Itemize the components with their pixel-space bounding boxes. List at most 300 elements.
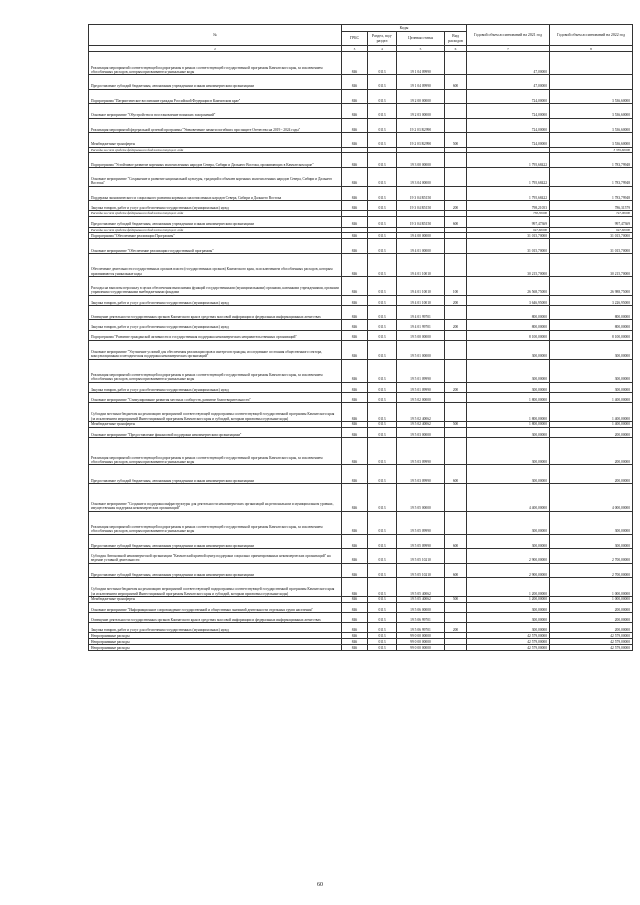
row-section: 0113 <box>368 239 397 254</box>
row-section: 0113 <box>368 233 397 239</box>
row-grbs: 846 <box>342 392 368 402</box>
row-grbs: 846 <box>342 201 368 211</box>
row-volume-2022: 200,00000 <box>550 427 633 437</box>
row-volume-2021: 42 579,00000 <box>467 633 550 639</box>
table-row <box>89 340 633 359</box>
row-section: 0113 <box>368 253 397 276</box>
row-target-article: 19 4 01 10010 <box>397 295 445 305</box>
row-target-article: 19 5 03 09990 <box>397 465 445 484</box>
row-grbs: 846 <box>342 359 368 382</box>
row-volume-2022 <box>550 75 633 90</box>
row-volume-2022: 2 700,00000 <box>550 563 633 578</box>
row-section: 0113 <box>368 596 397 602</box>
row-section: 0113 <box>368 186 397 201</box>
page-number: 60 <box>317 882 323 888</box>
row-target-article: 19 3 00 00000 <box>397 153 445 168</box>
row-volume-2021: 30 215,70000 <box>467 253 550 276</box>
row-expense-type <box>445 330 467 340</box>
row-grbs: 846 <box>342 233 368 239</box>
row-expense-type <box>445 239 467 254</box>
row-target-article: 19 3 04 R5150 <box>397 201 445 211</box>
row-volume-2022: 1 783,79948 <box>550 167 633 186</box>
table-row <box>89 549 633 564</box>
row-section: 0113 <box>368 437 397 464</box>
row-grbs: 846 <box>342 437 368 464</box>
row-volume-2022: 947,60000 <box>550 227 633 233</box>
row-volume-2022: 3 359,60000 <box>550 147 633 153</box>
row-name: Непрограммные расходы <box>89 639 342 645</box>
row-grbs: 846 <box>342 645 368 651</box>
header-index: 2 <box>89 46 342 52</box>
row-section: 0113 <box>368 330 397 340</box>
row-expense-type <box>445 89 467 104</box>
table-row <box>89 186 633 201</box>
row-section: 0113 <box>368 465 397 484</box>
row-target-article: 19 3 04 00000 <box>397 167 445 186</box>
table-row <box>89 320 633 330</box>
row-name: Подпрограмма "Патриотическое воспитание граждан Российской Федерации в Камчатском крае" <box>89 89 342 104</box>
row-volume-2022: 1 400,00000 <box>550 421 633 427</box>
row-target-article: 19 5 05 10210 <box>397 563 445 578</box>
row-grbs: 846 <box>342 382 368 392</box>
row-target-article: 99 0 00 00000 <box>397 633 445 639</box>
row-name: Субсидии местным бюджетам на реализацию мероприятий соответствующей подпрограммы соответствующей государственной программы Камчатского края (за исключением мероприятий Инвестиционной программы Камчатского края и субсидий, которым присвоены отдельные коды) <box>89 578 342 597</box>
row-volume-2022: 800,00000 <box>550 320 633 330</box>
row-expense-type: 200 <box>445 623 467 633</box>
row-volume-2022: 300,00000 <box>550 382 633 392</box>
row-volume-2021: 1 795,68422 <box>467 167 550 186</box>
row-volume-2021: 1 200,00000 <box>467 578 550 597</box>
header-index: 4 <box>368 46 397 52</box>
row-expense-type: 100 <box>445 276 467 295</box>
row-grbs: 846 <box>342 602 368 612</box>
row-volume-2022: 42 579,00000 <box>550 645 633 651</box>
row-volume-2022: 30 215,70000 <box>550 253 633 276</box>
table-row <box>89 427 633 437</box>
table-row <box>89 75 633 90</box>
row-grbs: 846 <box>342 305 368 320</box>
row-grbs: 846 <box>342 104 368 119</box>
row-name: Межбюджетные трансферты <box>89 421 342 427</box>
header-number: № <box>89 25 342 46</box>
row-volume-2022: 1 783,79948 <box>550 186 633 201</box>
row-name: Обеспечение деятельности государственных органов власти (государственных органов) Камчатского края, за исключением обособленных расходов, которым присваиваются уникальные коды <box>89 253 342 276</box>
row-volume-2022: 300,00000 <box>550 511 633 534</box>
row-grbs: 846 <box>342 330 368 340</box>
row-section: 0113 <box>368 578 397 597</box>
row-name: Расходы за счет средств федерального бюджета текущего года <box>89 227 342 233</box>
row-volume-2022: 300,00000 <box>550 340 633 359</box>
row-name: Предоставление субсидий бюджетным, автономным учреждениям и иным некоммерческим организациям <box>89 217 342 227</box>
row-section: 0113 <box>368 340 397 359</box>
header-target-article: Целевая статья <box>397 32 445 46</box>
row-name: Реализация мероприятий федеральной целевой программы "Увековечение памяти погибших при защите Отечества на 2019 - 2024 годы" <box>89 118 342 133</box>
row-volume-2021: 1 800,00000 <box>467 421 550 427</box>
row-target-article: 19 5 06 99701 <box>397 623 445 633</box>
header-index: 8 <box>550 46 633 52</box>
row-target-article: 19 3 04 R5150 <box>397 186 445 201</box>
row-grbs: 846 <box>342 633 368 639</box>
row-grbs: 846 <box>342 295 368 305</box>
row-name: Расходы на выплаты персоналу в целях обеспечения выполнения функций государственными (муниципальными) органами, казенными учреждениями, органами управления государственными внебюджетными фондами <box>89 276 342 295</box>
row-target-article: 19 5 02 00000 <box>397 392 445 402</box>
row-section: 0113 <box>368 305 397 320</box>
row-name: Закупка товаров, работ и услуг для обеспечения государственных (муниципальных) нужд <box>89 382 342 392</box>
row-expense-type: 600 <box>445 534 467 549</box>
row-name: Основное мероприятие "Создание и поддержка инфраструктуры для деятельности некоммерческих организаций на региональном и муниципальном уровнях, имущественная поддержка некоммерческих организаций" <box>89 484 342 511</box>
row-target-article: 19 5 03 09990 <box>397 437 445 464</box>
row-target-article: 19 5 02 40062 <box>397 421 445 427</box>
row-expense-type <box>445 511 467 534</box>
row-name: Непрограммные расходы <box>89 633 342 639</box>
row-section: 0113 <box>368 89 397 104</box>
row-name: Непрограммные расходы <box>89 645 342 651</box>
row-section: 0113 <box>368 118 397 133</box>
row-grbs: 846 <box>342 549 368 564</box>
row-name: Освещение деятельности государственных органов Камчатского края в средствах массовой информации и федеральных информационных агентствах <box>89 305 342 320</box>
row-volume-2021: 31 015,70000 <box>467 233 550 239</box>
row-volume-2021: 1 795,68422 <box>467 186 550 201</box>
row-volume-2022: 300,00000 <box>550 534 633 549</box>
row-target-article: 19 4 01 00000 <box>397 239 445 254</box>
row-section: 0113 <box>368 295 397 305</box>
row-section: 0113 <box>368 403 397 422</box>
row-target-article: 19 5 03 00000 <box>397 427 445 437</box>
row-volume-2021: 300,00000 <box>467 340 550 359</box>
row-target-article: 19 5 05 09990 <box>397 511 445 534</box>
row-volume-2021: 300,00000 <box>467 623 550 633</box>
row-grbs: 846 <box>342 578 368 597</box>
row-expense-type <box>445 153 467 168</box>
row-grbs: 846 <box>342 465 368 484</box>
row-target-article: 19 5 05 40062 <box>397 596 445 602</box>
table-row <box>89 645 633 651</box>
row-volume-2021: 31 015,70000 <box>467 239 550 254</box>
table-row <box>89 167 633 186</box>
row-target-article: 19 2 03 00000 <box>397 104 445 119</box>
row-section: 0113 <box>368 104 397 119</box>
row-volume-2021: 8 100,00000 <box>467 330 550 340</box>
table-row <box>89 52 633 75</box>
row-section: 0113 <box>368 276 397 295</box>
row-volume-2021: 724,00000 <box>467 104 550 119</box>
row-target-article: 19 5 05 00000 <box>397 484 445 511</box>
row-name: Подпрограмма "Развитие гражданской активности и государственная поддержка некоммерческих неправительственных организаций" <box>89 330 342 340</box>
row-volume-2021: 300,00000 <box>467 427 550 437</box>
row-name: Основное мероприятие "Предоставление финансовой поддержки некоммерческим организациям" <box>89 427 342 437</box>
row-volume-2022: 26 988,75000 <box>550 276 633 295</box>
row-grbs: 846 <box>342 484 368 511</box>
row-volume-2022: 1 400,00000 <box>550 403 633 422</box>
table-row <box>89 382 633 392</box>
row-expense-type: 600 <box>445 75 467 90</box>
row-grbs: 846 <box>342 167 368 186</box>
row-grbs: 846 <box>342 623 368 633</box>
row-expense-type <box>445 578 467 597</box>
row-section: 0113 <box>368 534 397 549</box>
row-target-article: 19 5 01 09990 <box>397 382 445 392</box>
row-volume-2022: 800,00000 <box>550 305 633 320</box>
row-section: 0113 <box>368 320 397 330</box>
row-expense-type <box>445 253 467 276</box>
row-section: 0113 <box>368 511 397 534</box>
row-volume-2022: 4 000,00000 <box>550 484 633 511</box>
row-section: 0113 <box>368 612 397 622</box>
row-section: 0113 <box>368 602 397 612</box>
row-grbs: 846 <box>342 320 368 330</box>
row-volume-2022: 1 400,00000 <box>550 392 633 402</box>
row-section: 0113 <box>368 645 397 651</box>
header-expense-type: Вид расходов <box>445 32 467 46</box>
row-target-article: 19 5 06 99701 <box>397 612 445 622</box>
row-section: 0113 <box>368 359 397 382</box>
row-section: 0113 <box>368 382 397 392</box>
row-volume-2021: 300,00000 <box>467 437 550 464</box>
row-expense-type: 600 <box>445 217 467 227</box>
row-section: 0113 <box>368 623 397 633</box>
row-target-article: 19 4 01 99701 <box>397 320 445 330</box>
row-target-article: 19 5 02 40062 <box>397 403 445 422</box>
row-grbs: 846 <box>342 421 368 427</box>
row-grbs: 846 <box>342 340 368 359</box>
row-expense-type <box>445 104 467 119</box>
row-volume-2021: 798,21053 <box>467 201 550 211</box>
row-grbs: 846 <box>342 563 368 578</box>
row-target-article: 19 5 05 40062 <box>397 578 445 597</box>
row-expense-type <box>445 602 467 612</box>
row-volume-2021: 800,00000 <box>467 305 550 320</box>
row-volume-2021: 42 579,00000 <box>467 639 550 645</box>
row-expense-type <box>445 359 467 382</box>
row-name: Расходы за счет средств федерального бюджета текущего года <box>89 147 342 153</box>
row-name: Закупка товаров, работ и услуг для обеспечения государственных (муниципальных) нужд <box>89 320 342 330</box>
row-volume-2021: 1 795,68422 <box>467 153 550 168</box>
row-expense-type <box>445 340 467 359</box>
row-expense-type <box>445 167 467 186</box>
row-volume-2021: 42 579,00000 <box>467 645 550 651</box>
row-volume-2021: 1 800,00000 <box>467 403 550 422</box>
table-row <box>89 104 633 119</box>
row-section: 0113 <box>368 549 397 564</box>
row-section: 0113 <box>368 75 397 90</box>
table-row <box>89 465 633 484</box>
header-volume-2022: Годовой объем ассигнований на 2022 год <box>550 25 633 46</box>
row-expense-type <box>445 484 467 511</box>
row-volume-2022: 200,00000 <box>550 623 633 633</box>
row-volume-2021: 3 646,95000 <box>467 295 550 305</box>
header-codes: Коды <box>342 25 467 32</box>
table-row <box>89 612 633 622</box>
row-grbs: 846 <box>342 276 368 295</box>
row-name: Предоставление субсидий бюджетным, автономным учреждениям и иным некоммерческим организациям <box>89 75 342 90</box>
table-row <box>89 484 633 511</box>
row-volume-2022: 1 783,79948 <box>550 153 633 168</box>
row-expense-type <box>445 403 467 422</box>
row-volume-2021: 300,00000 <box>467 359 550 382</box>
row-expense-type <box>445 612 467 622</box>
row-name: Предоставление субсидий бюджетным, автономным учреждениям и иным некоммерческим организациям <box>89 534 342 549</box>
row-volume-2021: 47,00000 <box>467 52 550 75</box>
row-volume-2022: 8 100,00000 <box>550 330 633 340</box>
row-expense-type <box>445 186 467 201</box>
row-volume-2022: 200,00000 <box>550 465 633 484</box>
row-volume-2022: 1 000,00000 <box>550 578 633 597</box>
table-row <box>89 511 633 534</box>
row-grbs: 846 <box>342 427 368 437</box>
row-section: 0113 <box>368 52 397 75</box>
row-volume-2022: 42 579,00000 <box>550 639 633 645</box>
table-row <box>89 239 633 254</box>
table-row <box>89 305 633 320</box>
row-volume-2021: 997,47369 <box>467 217 550 227</box>
row-volume-2021: 758,30000 <box>467 211 550 217</box>
row-expense-type <box>445 305 467 320</box>
row-name: Закупка товаров, работ и услуг для обеспечения государственных (муниципальных) нужд <box>89 295 342 305</box>
row-section: 0113 <box>368 639 397 645</box>
row-grbs: 846 <box>342 253 368 276</box>
row-grbs: 846 <box>342 89 368 104</box>
row-grbs: 846 <box>342 511 368 534</box>
table-row <box>89 330 633 340</box>
row-volume-2021: 724,00000 <box>467 118 550 133</box>
table-row <box>89 392 633 402</box>
row-grbs: 846 <box>342 217 368 227</box>
row-name: Межбюджетные трансферты <box>89 596 342 602</box>
row-target-article: 19 1 04 09990 <box>397 75 445 90</box>
row-target-article: 19 3 04 R5150 <box>397 217 445 227</box>
table-row <box>89 437 633 464</box>
header-index: 6 <box>445 46 467 52</box>
row-expense-type <box>445 52 467 75</box>
table-row <box>89 534 633 549</box>
row-name: Закупка товаров, работ и услуг для обеспечения государственных (муниципальных) нужд <box>89 201 342 211</box>
row-target-article: 99 0 00 00000 <box>397 639 445 645</box>
row-volume-2021: 47,00000 <box>467 75 550 90</box>
row-volume-2021: 2 900,00000 <box>467 563 550 578</box>
row-name: Субсидии местным бюджетам на реализацию мероприятий соответствующей подпрограммы соответствующей государственной программы Камчатского края (за исключением мероприятий Инвестиционной программы Камчатского края и субсидий, которым присвоены отдельные коды) <box>89 403 342 422</box>
row-volume-2021: 26 568,75000 <box>467 276 550 295</box>
row-name: Реализация мероприятий соответствующей подпрограммы в рамках соответствующей государственной программы Камчатского края, за исключением обособленных расходов, которым присваиваются уникальные коды <box>89 437 342 464</box>
row-volume-2022: 3 226,95000 <box>550 295 633 305</box>
row-volume-2022: 3 536,60000 <box>550 104 633 119</box>
row-expense-type: 600 <box>445 563 467 578</box>
row-volume-2021: 4 400,00000 <box>467 484 550 511</box>
row-volume-2022: 200,00000 <box>550 602 633 612</box>
row-target-article: 19 5 00 00000 <box>397 330 445 340</box>
row-expense-type: 600 <box>445 465 467 484</box>
row-expense-type <box>445 392 467 402</box>
row-expense-type: 200 <box>445 295 467 305</box>
table-row <box>89 276 633 295</box>
row-expense-type <box>445 549 467 564</box>
row-volume-2022: 747,00000 <box>550 211 633 217</box>
row-target-article: 19 5 01 00000 <box>397 340 445 359</box>
row-name: Расходы за счет средств федерального бюджета текущего года <box>89 211 342 217</box>
row-expense-type <box>445 437 467 464</box>
row-volume-2022: 3 536,60000 <box>550 89 633 104</box>
row-volume-2022: 3 536,60000 <box>550 118 633 133</box>
row-expense-type: 500 <box>445 133 467 148</box>
row-expense-type: 200 <box>445 201 467 211</box>
row-expense-type <box>445 118 467 133</box>
row-grbs: 846 <box>342 596 368 602</box>
row-section: 0113 <box>368 217 397 227</box>
row-expense-type <box>445 645 467 651</box>
row-name: Основное мероприятие "Улучшение условий для обеспечения реализации прав и интересов граждан, исследование состояния общественного сектора, консультационная и методическая поддержка некоммерческих организаций" <box>89 340 342 359</box>
row-target-article: 19 2 00 00000 <box>397 89 445 104</box>
row-volume-2021: 2 900,00000 <box>467 549 550 564</box>
row-volume-2022: 3 536,60000 <box>550 133 633 148</box>
row-expense-type <box>445 427 467 437</box>
row-volume-2021: 300,00000 <box>467 465 550 484</box>
row-name: Реализация мероприятий соответствующей подпрограммы в рамках соответствующей государственной программы Камчатского края, за исключением обособленных расходов, которым присваиваются уникальные коды <box>89 359 342 382</box>
header-index: 7 <box>467 46 550 52</box>
row-grbs: 846 <box>342 534 368 549</box>
row-target-article: 19 5 01 09990 <box>397 359 445 382</box>
row-section: 0113 <box>368 633 397 639</box>
table-row <box>89 89 633 104</box>
row-target-article: 19 1 04 09990 <box>397 52 445 75</box>
header-grbs: ГРБС <box>342 32 368 46</box>
row-grbs: 846 <box>342 133 368 148</box>
row-target-article: 19 5 06 00000 <box>397 602 445 612</box>
row-volume-2022: 200,00000 <box>550 612 633 622</box>
row-volume-2021: 947,60000 <box>467 227 550 233</box>
header-section: Раздел, под-раздел <box>368 32 397 46</box>
row-grbs: 846 <box>342 52 368 75</box>
row-expense-type: 200 <box>445 382 467 392</box>
row-name: Межбюджетные трансферты <box>89 133 342 148</box>
row-target-article: 19 4 01 99701 <box>397 305 445 320</box>
row-grbs: 846 <box>342 239 368 254</box>
row-name: Реализация мероприятий соответствующей подпрограммы в рамках соответствующей государственной программы Камчатского края, за исключением обособленных расходов, которым присваиваются уникальные коды <box>89 511 342 534</box>
row-name: Субсидия Автономной некоммерческой организации "Камчатский краевой центр поддержки социально ориентированных некоммерческих организаций" на ведение уставной деятельности <box>89 549 342 564</box>
row-grbs: 846 <box>342 639 368 645</box>
row-volume-2021: 300,00000 <box>467 612 550 622</box>
row-section: 0113 <box>368 427 397 437</box>
row-grbs: 846 <box>342 118 368 133</box>
row-expense-type: 500 <box>445 596 467 602</box>
row-volume-2022: 42 579,00000 <box>550 633 633 639</box>
row-name: Подпрограмма "Устойчивое развитие коренных малочисленных народов Севера, Сибири и Дальнего Востока, проживающих в Камчатском крае" <box>89 153 342 168</box>
table-row <box>89 563 633 578</box>
row-target-article: 19 4 00 00000 <box>397 233 445 239</box>
header-index: 5 <box>397 46 445 52</box>
row-grbs: 846 <box>342 612 368 622</box>
row-target-article: 19 2 03 R2990 <box>397 133 445 148</box>
table-row <box>89 217 633 227</box>
row-target-article: 19 4 01 10010 <box>397 276 445 295</box>
row-name: Реализация мероприятий соответствующей подпрограммы в рамках соответствующей государственной программы Камчатского края, за исключением обособленных расходов, которым присваиваются уникальные коды <box>89 52 342 75</box>
row-name: Поддержка экономического и социального развития коренных малочисленных народов Севера, Сибири и Дальнего Востока <box>89 186 342 201</box>
row-target-article: 19 4 01 10010 <box>397 253 445 276</box>
row-volume-2022: 1 000,00000 <box>550 596 633 602</box>
row-volume-2022: 997,47369 <box>550 217 633 227</box>
row-section: 0113 <box>368 201 397 211</box>
row-volume-2021: 800,00000 <box>467 320 550 330</box>
table-body <box>89 52 633 651</box>
row-expense-type: 500 <box>445 421 467 427</box>
table-row <box>89 295 633 305</box>
row-volume-2021: 724,00000 <box>467 133 550 148</box>
row-name: Основное мероприятие "Информационное сопровождение государственной и общественно значимой деятельности отдельных групп населения" <box>89 602 342 612</box>
header-volume-2021: Годовой объем ассигнований на 2021 год <box>467 25 550 46</box>
row-grbs: 846 <box>342 186 368 201</box>
row-volume-2021: 300,00000 <box>467 382 550 392</box>
row-grbs: 846 <box>342 403 368 422</box>
row-target-article: 19 5 05 10210 <box>397 549 445 564</box>
row-expense-type: 200 <box>445 320 467 330</box>
